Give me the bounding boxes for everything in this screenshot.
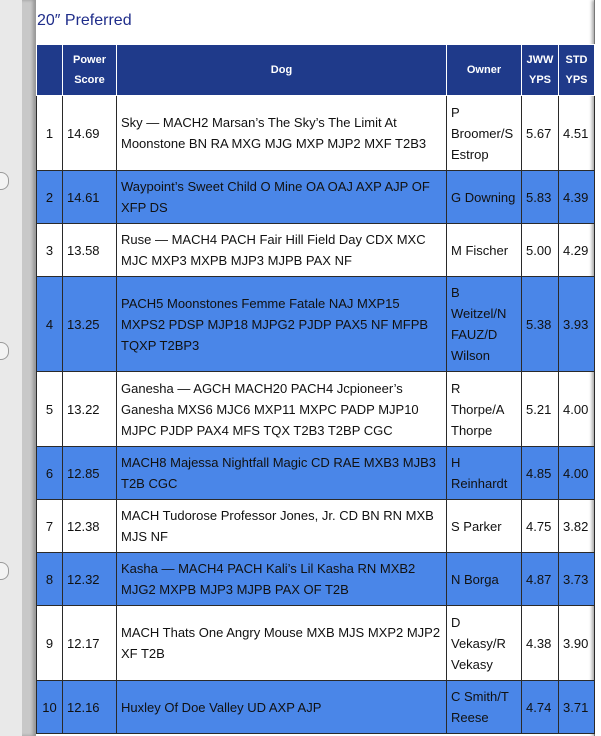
dog-cell: MACH8 Majessa Nightfall Magic CD RAE MXB3 MJB3 T2B CGC — [117, 447, 447, 500]
std-yps-header — [559, 45, 595, 96]
std-cell: 4.00 — [559, 372, 595, 447]
score-cell: 12.85 — [63, 447, 117, 500]
score-cell: 13.22 — [63, 372, 117, 447]
std-cell: 4.29 — [559, 224, 595, 277]
std-cell: 4.51 — [559, 96, 595, 171]
score-cell: 12.16 — [63, 681, 117, 734]
rank-cell: 3 — [37, 224, 63, 277]
jww-cell: 5.38 — [522, 277, 559, 372]
rank-cell: 7 — [37, 500, 63, 553]
rank-cell: 10 — [37, 681, 63, 734]
score-cell: 14.69 — [63, 96, 117, 171]
jww-header-line1: JWW — [526, 54, 554, 66]
rank-cell: 8 — [37, 553, 63, 606]
power-score-header — [63, 45, 117, 96]
owner-cell: S Parker — [447, 500, 522, 553]
score-cell: 13.25 — [63, 277, 117, 372]
owner-header: Owner — [447, 45, 522, 96]
left-gutter — [0, 0, 22, 736]
table-row — [37, 277, 595, 372]
jww-cell: 5.21 — [522, 372, 559, 447]
std-cell: 3.73 — [559, 553, 595, 606]
std-cell: 3.93 — [559, 277, 595, 372]
dog-cell: MACH Thats One Angry Mouse MXB MJS MXP2 MJP2 XF T2B — [117, 606, 447, 681]
score-cell: 13.58 — [63, 224, 117, 277]
owner-cell: C Smith/T Reese — [447, 681, 522, 734]
table-row — [37, 681, 595, 734]
jww-cell: 5.67 — [522, 96, 559, 171]
jww-cell: 4.38 — [522, 606, 559, 681]
gutter-handle-icon[interactable] — [0, 342, 9, 360]
table-row — [37, 500, 595, 553]
rank-cell: 5 — [37, 372, 63, 447]
table-row — [37, 171, 595, 224]
table-row — [37, 96, 595, 171]
jww-cell: 4.87 — [522, 553, 559, 606]
score-cell: 14.61 — [63, 171, 117, 224]
owner-cell: R Thorpe/A Thorpe — [447, 372, 522, 447]
dog-cell: Kasha — MACH4 PACH Kali’s Lil Kasha RN MXB2 MJG2 MXPB MJP3 MJPB PAX OF T2B — [117, 553, 447, 606]
gutter-handle-icon[interactable] — [0, 172, 9, 190]
score-cell: 12.17 — [63, 606, 117, 681]
dog-cell: Huxley Of Doe Valley UD AXP AJP — [117, 681, 447, 734]
table-header-row — [37, 45, 595, 96]
table-row — [37, 553, 595, 606]
dog-cell: Ruse — MACH4 PACH Fair Hill Field Day CDX MXC MJC MXP3 MXPB MJP3 MJPB PAX NF — [117, 224, 447, 277]
owner-cell: N Borga — [447, 553, 522, 606]
owner-cell: H Reinhardt — [447, 447, 522, 500]
rank-header — [37, 45, 63, 96]
jww-yps-header — [522, 45, 559, 96]
jww-header-line2: YPS — [528, 74, 551, 86]
std-header-line1: STD — [565, 54, 588, 66]
jww-cell: 4.85 — [522, 447, 559, 500]
gutter-handle-icon[interactable] — [0, 562, 9, 580]
scrollbar[interactable] — [594, 0, 601, 736]
table-row — [37, 372, 595, 447]
table-row — [37, 447, 595, 500]
section-title: 20″ Preferred — [37, 12, 132, 29]
rank-cell: 9 — [37, 606, 63, 681]
left-frame-rail — [22, 0, 36, 736]
dog-cell: PACH5 Moonstones Femme Fatale NAJ MXP15 MXPS2 PDSP MJP18 MJPG2 PJDP PAX5 NF MFPB TQXP T2BP3 — [117, 277, 447, 372]
table-row — [37, 224, 595, 277]
jww-cell: 4.74 — [522, 681, 559, 734]
score-cell: 12.32 — [63, 553, 117, 606]
rank-cell: 2 — [37, 171, 63, 224]
std-cell: 4.39 — [559, 171, 595, 224]
std-cell: 4.00 — [559, 447, 595, 500]
jww-cell: 4.75 — [522, 500, 559, 553]
std-cell: 3.90 — [559, 606, 595, 681]
power-score-header-line1: Power — [72, 54, 106, 66]
rank-cell: 6 — [37, 447, 63, 500]
dog-cell: MACH Tudorose Professor Jones, Jr. CD BN RN MXB MJS NF — [117, 500, 447, 553]
dog-header: Dog — [117, 45, 447, 96]
owner-cell: B Weitzel/N FAUZ/D Wilson — [447, 277, 522, 372]
dog-cell: Waypoint’s Sweet Child O Mine OA OAJ AXP AJP OF XFP DS — [117, 171, 447, 224]
dog-cell: Ganesha — AGCH MACH20 PACH4 Jcpioneer’s Ganesha MXS6 MJC6 MXP11 MXPC PADP MJP10 MJPC PJDP PAX4 MFS TQX T2B3 T2BP CGC — [117, 372, 447, 447]
main-content — [36, 0, 594, 734]
jww-cell: 5.83 — [522, 171, 559, 224]
owner-cell: M Fischer — [447, 224, 522, 277]
power-score-header-line2: Score — [74, 74, 105, 86]
rankings-table — [36, 44, 595, 734]
table-row — [37, 606, 595, 681]
rank-cell: 4 — [37, 277, 63, 372]
owner-cell: D Vekasy/R Vekasy — [447, 606, 522, 681]
jww-cell: 5.00 — [522, 224, 559, 277]
std-cell: 3.71 — [559, 681, 595, 734]
std-header-line2: YPS — [565, 74, 588, 86]
rank-cell: 1 — [37, 96, 63, 171]
dog-cell: Sky — MACH2 Marsan’s The Sky’s The Limit At Moonstone BN RA MXG MJG MXP MJP2 MXF T2B3 — [117, 96, 447, 171]
owner-cell: P Broomer/S Estrop — [447, 96, 522, 171]
std-cell: 3.82 — [559, 500, 595, 553]
owner-cell: G Downing — [447, 171, 522, 224]
score-cell: 12.38 — [63, 500, 117, 553]
